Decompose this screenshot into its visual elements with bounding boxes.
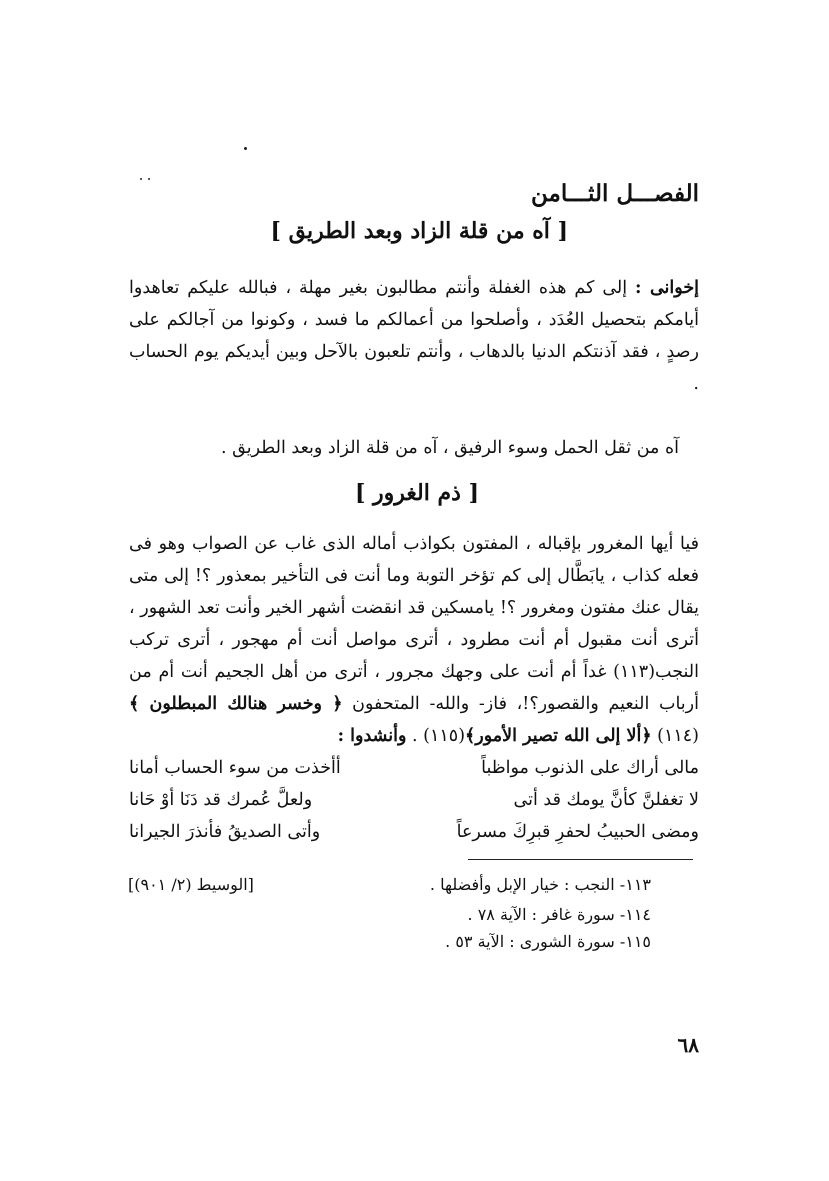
- footnote: ١١٥- سورة الشورى : الآية ٥٣ .: [445, 932, 651, 951]
- quran-quote: ﴿ألا إلى الله تصير الأمور﴾: [465, 726, 652, 746]
- paragraph-text: فيا أيها المغرور بإقباله ، المفتون بكواذب أماله الذى غاب عن الصواب وهو فى فعله كذاب ، يابَطَّال إلى كم تؤخر التوبة وما أنت فى التأخير بمعذور ؟! إلى متى يقال عنك مفتون ومغرور ؟! يامسكين قد انقضت أشهر الخير وأنت تعد الشهور ، أترى أنت مقبول أم أنت مطرود ، أترى مواصل أنت أم مهجور ، أترى تركب النجب(١١٣) غداً أم أنت على وجهك مجرور ، أترى من أهل الجحيم أنت أم من أرباب النعيم والقصور؟!، فاز- والله- المتحفون: [129, 534, 699, 714]
- paragraph-brothers: [129, 272, 699, 400]
- source-reference: [الوسيط (٢/ ٩٠١)]: [128, 875, 254, 894]
- page-number: ٦٨: [677, 1033, 699, 1057]
- section-heading: [ ذم الغرور ]: [354, 480, 479, 506]
- poem-verse: [129, 784, 699, 816]
- verse-hemistich: لا تغفلنَّ كأنَّ يومك قد أتى: [513, 790, 699, 810]
- footnote-ref: (١١٤): [651, 726, 699, 746]
- print-speck: [148, 178, 150, 180]
- verse-hemistich: ولعلَّ عُمرك قد دَنَا أوْ حَانا: [129, 790, 313, 810]
- poem: [129, 752, 699, 848]
- poem-verse: [129, 752, 699, 784]
- verse-hemistich: أأخذت من سوء الحساب أمانا: [129, 758, 341, 778]
- paragraph-deception: [129, 528, 699, 752]
- verse-hemistich: ومضى الحبيبُ لحفرِ قبرِكَ مسرعاً: [456, 822, 699, 842]
- footnote: ١١٣- النجب : خيار الإبل وأفضلها .: [429, 875, 651, 894]
- print-speck: [244, 147, 247, 150]
- recite-label: وأنشدوا :: [337, 726, 407, 746]
- print-speck: [140, 178, 142, 180]
- verse-hemistich: مالى أراك على الذنوب مواظباً: [481, 758, 699, 778]
- paragraph-lament: آه من ثقل الحمل وسوء الرفيق ، آه من قلة الزاد وبعد الطريق .: [221, 438, 679, 458]
- footnote-ref: (١١٥) .: [406, 726, 466, 746]
- chapter-title: الفصـــل الثـــامن: [530, 180, 699, 207]
- footnote: ١١٤- سورة غافر : الآية ٧٨ .: [467, 905, 651, 924]
- poem-verse: [129, 816, 699, 848]
- paragraph-text: إلى كم هذه الغفلة وأنتم مطالبون بغير مهلة ، فبالله عليكم تعاهدوا أيامكم بتحصيل العُدَد ، وأصلحوا من أعمالكم ما فسد ، وكونوا من آجالكم على رصدٍ ، فقد آذنتكم الدنيا بالدهاب ، وأنتم تلعبون بالآحل وبين أيديكم يوم الحساب .: [129, 278, 699, 394]
- section-heading: [ آه من قلة الزاد وبعد الطريق ]: [270, 218, 568, 244]
- paragraph-lead: إخوانى :: [635, 278, 700, 298]
- footnote-divider: [468, 859, 693, 860]
- verse-hemistich: وأتى الصديقُ فأنذرَ الجيرانا: [129, 822, 321, 842]
- quran-quote: ﴿ وخسر هنالك المبطلون ﴾: [129, 694, 343, 714]
